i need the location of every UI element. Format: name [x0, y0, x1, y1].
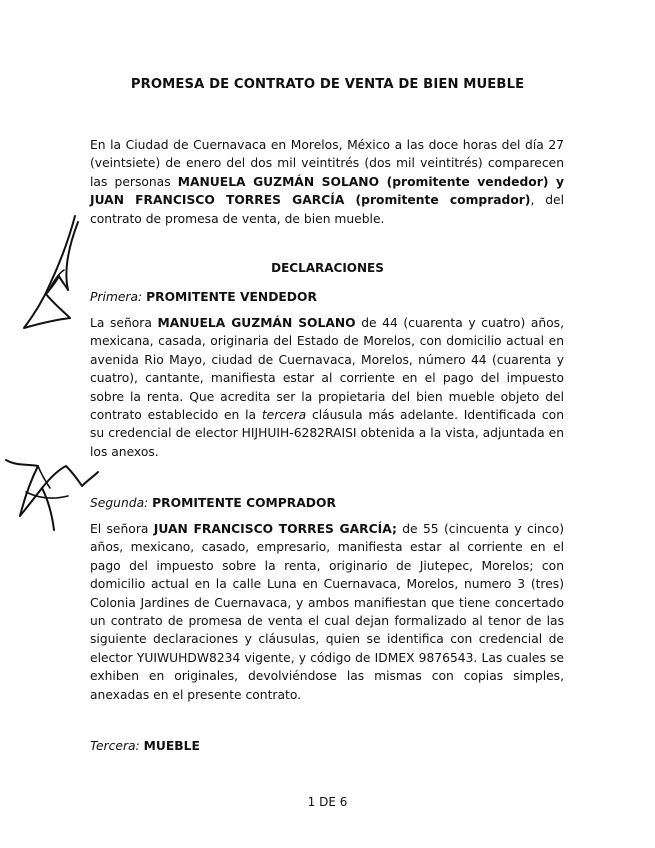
declaraciones-heading: DECLARACIONES	[271, 261, 384, 275]
intro-parties-bold: MANUELA GUZMÁN SOLANO (promitente vendedor) y JUAN FRANCISCO TORRES GARCÍA (promitente comprador)	[90, 174, 564, 208]
primera-text-3: cláusula más adelante. Identificada con su credencial de elector HIJHUIH-6282RAISI obtenida a la vista, adjuntada en los anexos.	[90, 408, 565, 459]
document-title: PROMESA DE CONTRATO DE VENTA DE BIEN MUEBLE	[130, 77, 525, 92]
segunda-heading: PROMITENTE COMPRADOR	[152, 496, 336, 510]
segunda-label: Segunda:	[90, 496, 149, 510]
segunda-paragraph	[90, 520, 564, 704]
tercera-heading: MUEBLE	[143, 739, 200, 753]
primera-tercera-italic: tercera	[261, 408, 307, 423]
primera-name-bold: MANUELA GUZMÁN SOLANO	[157, 316, 356, 330]
primera-text-1: La señora	[90, 316, 158, 330]
segunda-text-2: de 55 (cincuenta y cinco) años, mexicano, casado, empresario, manifiesta estar al corriente en el pago del impuesto sobre la renta, originario de Jiutepec, Morelos; con domicilio actual en la calle Luna en Cuernavaca, Morelos, numero 3 (tres) Colonia Jardines de Cuernavaca, y ambos manifiestan que tiene concertado un contrato de promesa de venta el cual dejan formalizado al tenor de las siguiente declaraciones y cláusulas, quien se identifica con credencial de elector YUIWUHDW8234 vigente, y código de IDMEX 9876543. Las cuales se exhiben en originales, devolviéndose las mismas con copias simples, anexadas en el presente contrato.	[90, 522, 565, 702]
primera-paragraph	[90, 314, 564, 461]
intro-paragraph	[90, 136, 564, 228]
primera-heading: PROMITENTE VENDEDOR	[146, 290, 317, 304]
signature-scribble-1	[18, 212, 86, 337]
page-number: 1 DE 6	[307, 795, 348, 809]
segunda-text-1: El señora	[90, 522, 154, 536]
primera-label: Primera:	[90, 290, 143, 304]
intro-text-1: En la Ciudad de Cuernavaca en Morelos, México a las doce horas del día 27 (veintsiete) de enero del dos mil veintitrés (dos mil veintitrés) comparecen las personas	[90, 138, 564, 189]
intro-text-2: , del contrato de promesa de venta, de bien mueble.	[90, 193, 564, 226]
segunda-name-bold: JUAN FRANCISCO TORRES GARCÍA;	[153, 522, 397, 536]
primera-label-line	[90, 288, 317, 306]
tercera-label: Tercera:	[90, 739, 140, 753]
segunda-label-line	[90, 494, 336, 512]
primera-text-2: de 44 (cuarenta y cuatro) años, mexicana, casada, originaria del Estado de Morelos, con domicilio actual en avenida Rio Mayo, ciudad de Cuernavaca, Morelos, número 44 (cuarenta y cuatro), cantante, manifiesta estar al corriente en el pago del impuesto sobre la renta. Que acredita ser la propietaria del bien mueble objeto del contrato establecido en la	[90, 316, 565, 423]
tercera-label-line	[90, 737, 200, 755]
signature-scribble-2	[2, 452, 100, 542]
